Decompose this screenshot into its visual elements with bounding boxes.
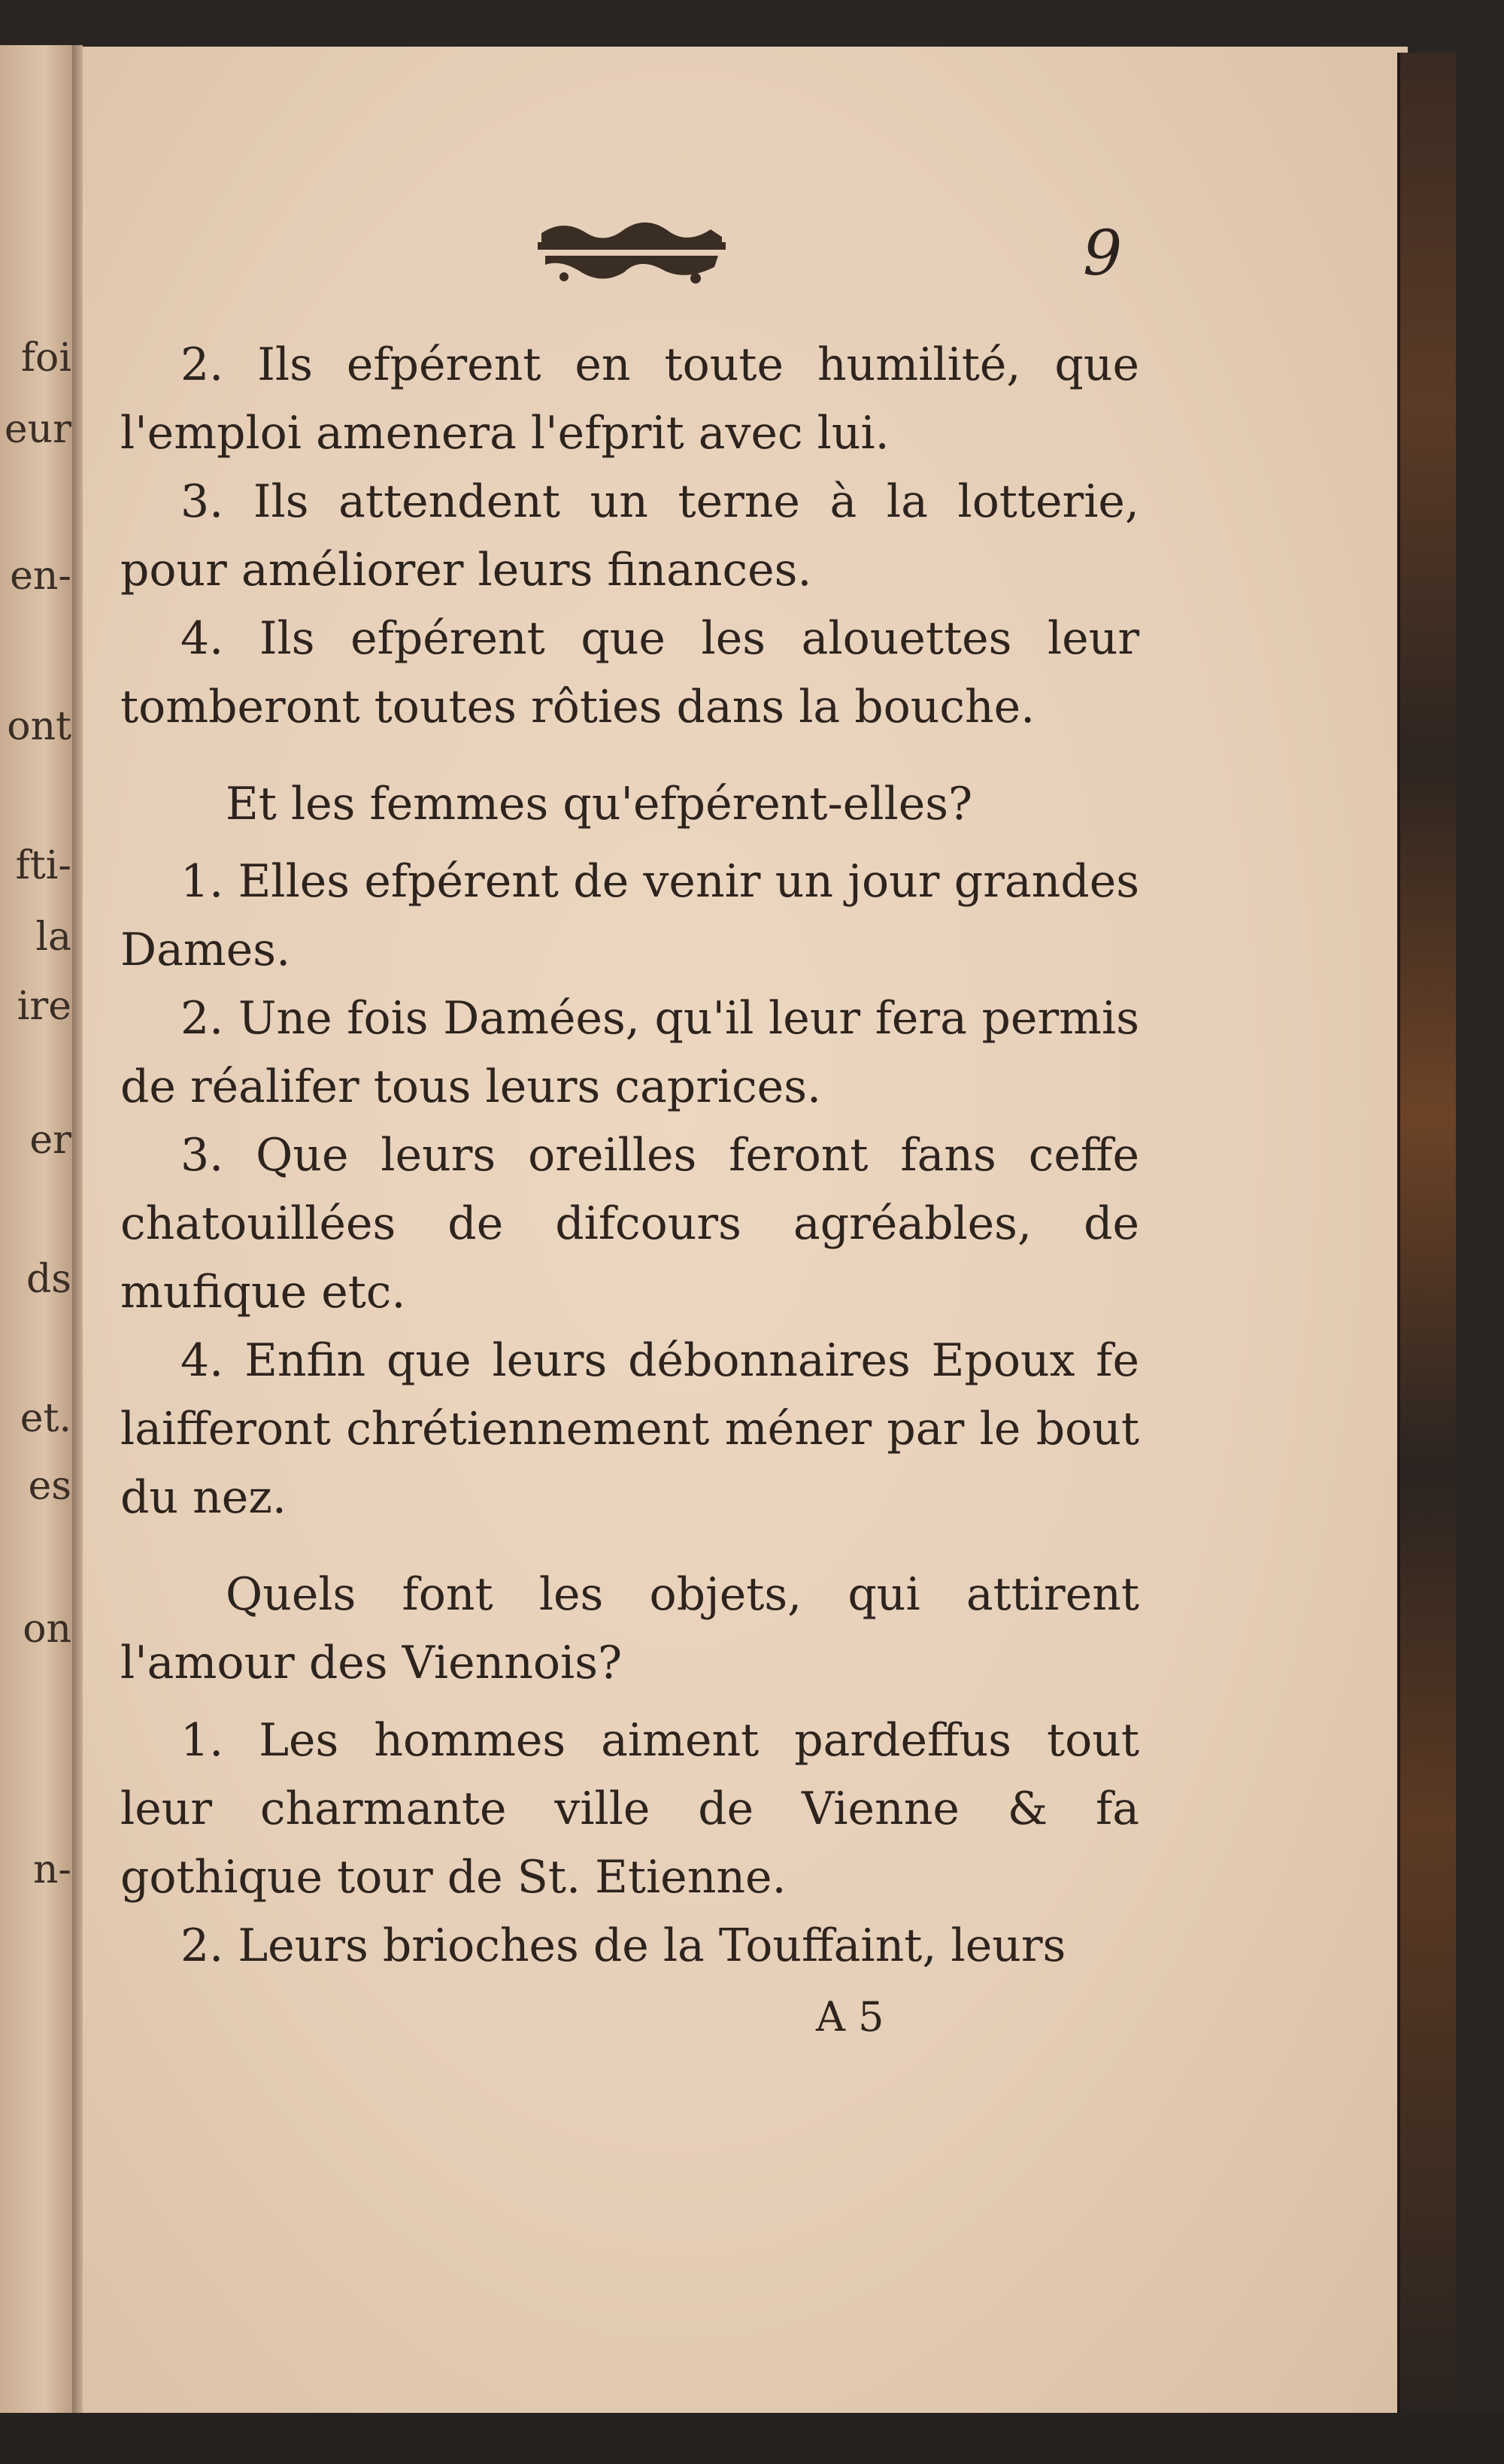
background-strip xyxy=(0,2413,1504,2464)
paragraph: 1. Les hommes aiment pardeffus tout leur charmante ville de Vienne & fa gothique tour de St. Etienne. xyxy=(120,1714,1139,1904)
paragraph: 4. Enfin que leurs débonnaires Epoux fe laifferont chrétiennement méner par le bout du nez. xyxy=(120,1334,1139,1524)
left-fragment: n- xyxy=(32,1847,71,1892)
book-gutter xyxy=(72,45,83,2414)
left-page-edge xyxy=(0,45,75,2414)
paragraph: 1. Elles efpérent de venir un jour grandes Dames. xyxy=(120,855,1139,976)
page-body xyxy=(120,331,1139,1980)
left-fragment: es xyxy=(28,1464,71,1509)
paragraph: 3. Que leurs oreilles feront fans ceffe chatouillées de difcours agréables, de mufique etc. xyxy=(120,1129,1139,1318)
paragraph: 3. Ils attendent un terne à la lotterie, pour améliorer leurs finances. xyxy=(120,475,1139,596)
left-fragment: ire xyxy=(17,984,71,1029)
left-fragment: er xyxy=(29,1118,71,1163)
left-fragment: on xyxy=(23,1607,71,1652)
left-fragment: et. xyxy=(20,1396,71,1441)
paragraph: 2. Une fois Damées, qu'il leur fera permis de réalifer tous leurs caprices. xyxy=(120,992,1139,1113)
paragraph: 2. Ils efpérent en toute humilité, que l'emploi amenera l'efprit avec lui. xyxy=(120,338,1139,460)
paragraph: 2. Leurs brioches de la Touffaint, leurs xyxy=(180,1919,1066,1972)
signature-mark: A 5 xyxy=(816,1993,884,2041)
left-fragment: foi xyxy=(20,335,71,381)
book-spine xyxy=(1397,53,1456,2414)
left-fragment: en- xyxy=(10,554,71,599)
left-fragment: ds xyxy=(26,1257,71,1302)
left-fragment: fti- xyxy=(15,843,71,888)
page-number: 9 xyxy=(1083,218,1123,290)
left-fragment: la xyxy=(35,915,71,960)
question-heading: Et les femmes qu'efpérent-elles? xyxy=(226,778,973,830)
paragraph: 4. Ils efpérent que les alouettes leur tomberont toutes rôties dans la bouche. xyxy=(120,612,1139,733)
ornament-fleuron xyxy=(534,211,729,293)
question-heading: Quels font les objets, qui attirent l'amour des Viennois? xyxy=(120,1568,1139,1689)
left-fragment: eur xyxy=(4,407,71,452)
left-fragment: ont xyxy=(7,704,71,749)
